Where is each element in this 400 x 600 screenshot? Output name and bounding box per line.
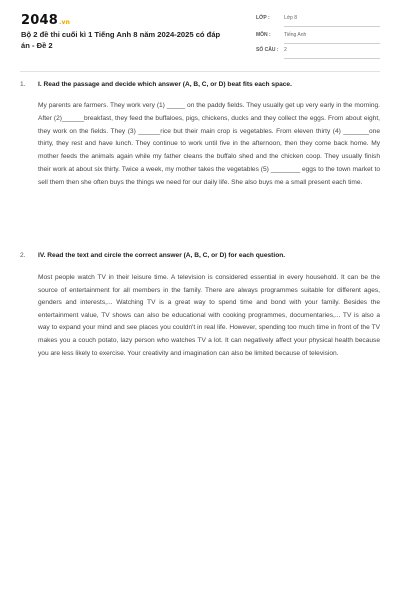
- document-title: Bộ 2 đề thi cuối kì 1 Tiếng Anh 8 năm 2024-2025 có đáp án - Đề 2: [21, 30, 221, 50]
- site-logo[interactable]: [21, 13, 70, 28]
- meta-label: MÔN :: [256, 32, 271, 38]
- question-passage: My parents are farmers. They work very (1) _____ on the paddy fields. They usually get up very early in the morning. After (2)______breakfast, they feed the buffaloes, pigs, chickens, ducks and they collect the eggs. From about eight, they work on the fields. They (3) ______rice but their main crop is vegetables. From eleven thirty (4) _______one thirty, they rest and have lunch. They continue to work until five in the afternoon, then they come back home. My mother feeds the animals again while my father cleans the buffalo shed and the chicken coop. They usually finish their work at about six thirty. Twice a week, my mother takes the vegetables (5) ________ eggs to the town market to sell them then she often buys the things we need for our daily life. She also buys me a small present each time.: [38, 102, 380, 186]
- meta-value: Tiếng Anh: [284, 32, 307, 38]
- question-passage: Most people watch TV in their leisure time. A television is considered essential in every household. It can be the source of entertainment for all members in the family. There are always programmes suitable for different ages, genders and interests,... Watching TV is a great way to spend time and bond with your family. Besides the entertainment value, TV shows can also be educational with cooking programmes, documentaries,... TV is also a way to expand your mind and see places you couldn't in real life. However, spending too much time in front of the TV makes you a couch potato, lazy person who watches TV a lot. It can negatively affect your physical health because you are less likely to exercise. Your creativity and imagination can also be limited because of television.: [38, 274, 380, 357]
- meta-divider: [284, 26, 380, 27]
- question-1: [20, 81, 380, 190]
- meta-question-count: [256, 45, 380, 59]
- header: [0, 0, 400, 74]
- question-instruction: IV. Read the text and circle the correct answer (A, B, C, or D) for each question.: [38, 252, 286, 259]
- meta-divider: [284, 58, 380, 59]
- question-header: [20, 252, 380, 264]
- logo-suffix: .vn: [58, 19, 71, 26]
- meta-value: Lớp 8: [284, 15, 298, 21]
- meta-divider: [284, 43, 380, 44]
- header-divider: [20, 71, 380, 72]
- meta-label: LỚP :: [256, 15, 270, 21]
- meta-label: SỐ CÂU :: [256, 47, 279, 53]
- question-header: [20, 81, 380, 93]
- question-number: 1.: [20, 81, 26, 88]
- meta-class: [256, 13, 380, 27]
- logo-text: 2048: [21, 13, 58, 28]
- meta-value: 2: [284, 47, 287, 53]
- meta-subject: [256, 30, 380, 44]
- question-instruction: I. Read the passage and decide which answer (A, B, C, or D) beat fits each space.: [38, 81, 292, 88]
- question-number: 2.: [20, 252, 26, 259]
- question-2: [20, 252, 380, 360]
